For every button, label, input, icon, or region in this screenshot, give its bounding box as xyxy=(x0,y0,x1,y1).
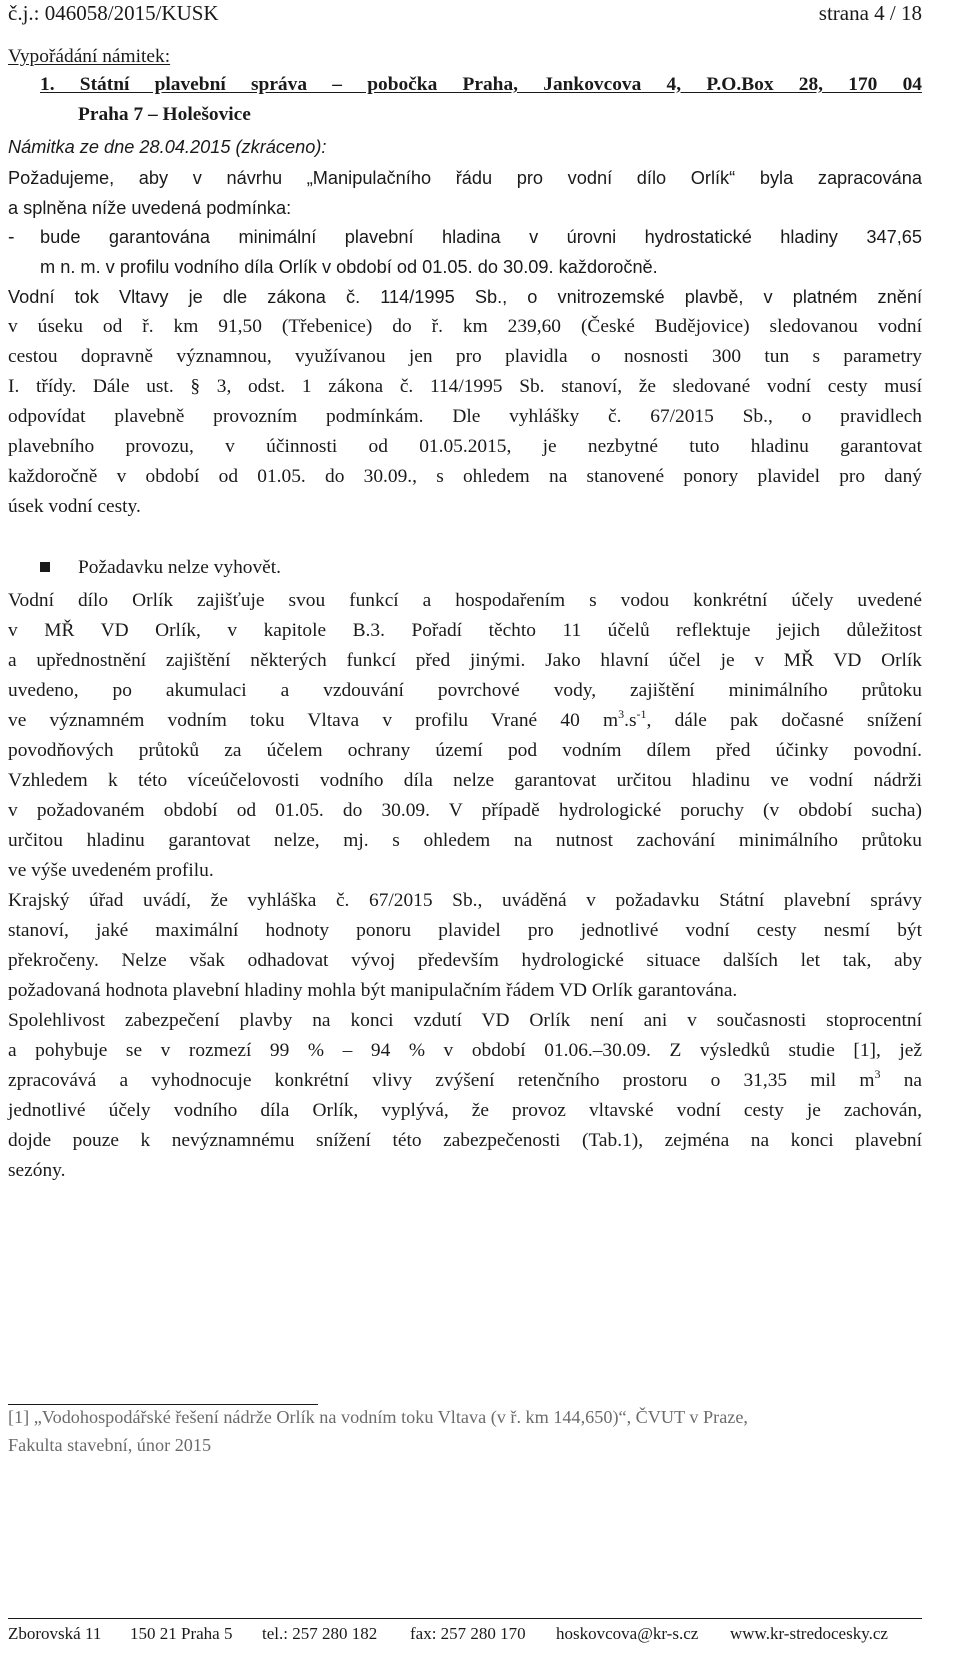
response-text: uvedeno, po akumulaci a vzdouvání povrchové vody, zajištění minimálního průtoku xyxy=(8,680,922,701)
response-text: a pohybuje se v rozmezí 99 % – 94 % v období 01.06.–30.09. Z výsledků studie [1], jež xyxy=(8,1040,922,1061)
page-number: strana 4 / 18 xyxy=(818,1,922,25)
footer-address: Zborovská 11 xyxy=(8,1624,102,1643)
footnote-text: Fakulta stavební, únor 2015 xyxy=(8,1435,212,1455)
objection-text: I. třídy. Dále ust. § 3, odst. 1 zákona č. 114/1995 Sb. stanoví, že sledované vodní cesty musí xyxy=(8,376,922,397)
footer-zip: 150 21 Praha 5 xyxy=(130,1624,233,1643)
reference-number: č.j.: 046058/2015/KUSK xyxy=(8,1,219,25)
decision-text: Požadavku nelze vyhovět. xyxy=(78,557,281,578)
response-text: v MŘ VD Orlík, v kapitole B.3. Pořadí těchto 11 účelů reflektuje jejich důležitost xyxy=(8,620,922,641)
list-dash: - xyxy=(8,226,15,248)
objection-text: v úseku od ř. km 91,50 (Třebenice) do ř. km 239,60 (České Budějovice) sledovanou vodní xyxy=(8,316,922,337)
square-bullet-icon xyxy=(40,562,50,572)
response-text: v požadovaném období od 01.05. do 30.09. V případě hydrologické poruchy (v období sucha) xyxy=(8,800,922,821)
response-text: a upřednostnění zajištění některých funkcí před jinými. Jako hlavní účel je v MŘ VD Orlík xyxy=(8,650,922,671)
footer-web-link[interactable]: www.kr-stredocesky.cz xyxy=(730,1624,888,1643)
response-text: určitou hladinu garantovat nelze, mj. s ohledem na nutnost zachování minimálního průtoku xyxy=(8,830,922,851)
response-text: překročeny. Nelze však odhadovat vývoj především hydrologické situace dalších let tak, aby xyxy=(8,950,922,971)
response-text: Spolehlivost zabezpečení plavby na konci vzdutí VD Orlík není ani v současnosti stoprocentní xyxy=(8,1010,922,1031)
footer-phone: tel.: 257 280 182 xyxy=(262,1624,378,1643)
objection-text: každoročně v období od 01.05. do 30.09., s ohledem na stanovené ponory plavidel pro daný xyxy=(8,466,922,487)
response-text: ve významném vodním toku Vltava v profilu Vrané 40 $m^3.s^{-1}$, dále pak dočasné snížení xyxy=(8,707,922,731)
response-text: dojde pouze k nevýznamnému snížení této zabezpečenosti (Tab.1), zejména na konci plavební xyxy=(8,1130,922,1151)
section-heading: Vypořádání námitek: xyxy=(8,46,171,67)
objector-city: Praha 7 – Holešovice xyxy=(78,104,251,125)
objection-text: plavebního provozu, v účinnosti od 01.05.2015, je nezbytné tuto hladinu garantovat xyxy=(8,436,922,457)
response-text: zpracovává a vyhodnocuje konkrétní vlivy zvýšení retenčního prostoru o 31,35 mil $m^3$ na xyxy=(8,1067,922,1091)
response-text: povodňových průtoků za účelem ochrany území pod vodním dílem před účinky povodní. xyxy=(8,740,922,761)
objection-date: Námitka ze dne 28.04.2015 (zkráceno): xyxy=(8,137,327,157)
response-text: Vzhledem k této víceúčelovosti vodního díla nelze garantovat určitou hladinu ve vodní nádrži xyxy=(8,770,922,791)
condition-text: m n. m. v profilu vodního díla Orlík v období od 01.05. do 30.09. každoročně. xyxy=(40,257,658,277)
objection-text: a splněna níže uvedená podmínka: xyxy=(8,198,292,218)
response-text: stanoví, jaké maximální hodnoty ponoru plavidel pro jednotlivé vodní cesty nesmí být xyxy=(8,920,922,941)
objection-text: Vodní tok Vltavy je dle zákona č. 114/1995 Sb., o vnitrozemské plavbě, v platném znění xyxy=(8,287,922,307)
objection-text: úsek vodní cesty. xyxy=(8,496,141,517)
objector-name: 1. Státní plavební správa – pobočka Praha, Jankovcova 4, P.O.Box 28, 170 04 xyxy=(40,74,922,95)
response-text: Vodní dílo Orlík zajišťuje svou funkcí a hospodařením s vodou konkrétní účely uvedené xyxy=(8,590,922,611)
response-text: požadovaná hodnota plavební hladiny mohla být manipulačním řádem VD Orlík garantována. xyxy=(8,980,738,1001)
footnote-text: [1] „Vodohospodářské řešení nádrže Orlík na vodním toku Vltava (v ř. km 144,650)“, ČVUT v Praze, xyxy=(8,1407,748,1427)
response-text: Krajský úřad uvádí, že vyhláška č. 67/2015 Sb., uváděná v požadavku Státní plavební správy xyxy=(8,890,922,911)
objection-text: Požadujeme, aby v návrhu „Manipulačního řádu pro vodní dílo Orlík“ byla zapracována xyxy=(8,168,922,188)
response-text: ve výše uvedeném profilu. xyxy=(8,860,214,881)
footer-fax: fax: 257 280 170 xyxy=(410,1624,526,1643)
response-text: sezóny. xyxy=(8,1160,66,1181)
footer-email-link[interactable]: hoskovcova@kr-s.cz xyxy=(556,1624,699,1643)
response-text: jednotlivé účely vodního díla Orlík, vyplývá, že provoz vltavské vodní cesty je zachován, xyxy=(8,1100,922,1121)
objection-text: odpovídat plavebně provozním podmínkám. Dle vyhlášky č. 67/2015 Sb., o pravidlech xyxy=(8,406,922,427)
condition-text: bude garantována minimální plavební hladina v úrovni hydrostatické hladiny 347,65 xyxy=(40,227,922,247)
objection-text: cestou dopravně významnou, využívanou jen pro plavidla o nosnosti 300 tun s parametry xyxy=(8,346,922,367)
footer-divider xyxy=(8,1618,922,1619)
